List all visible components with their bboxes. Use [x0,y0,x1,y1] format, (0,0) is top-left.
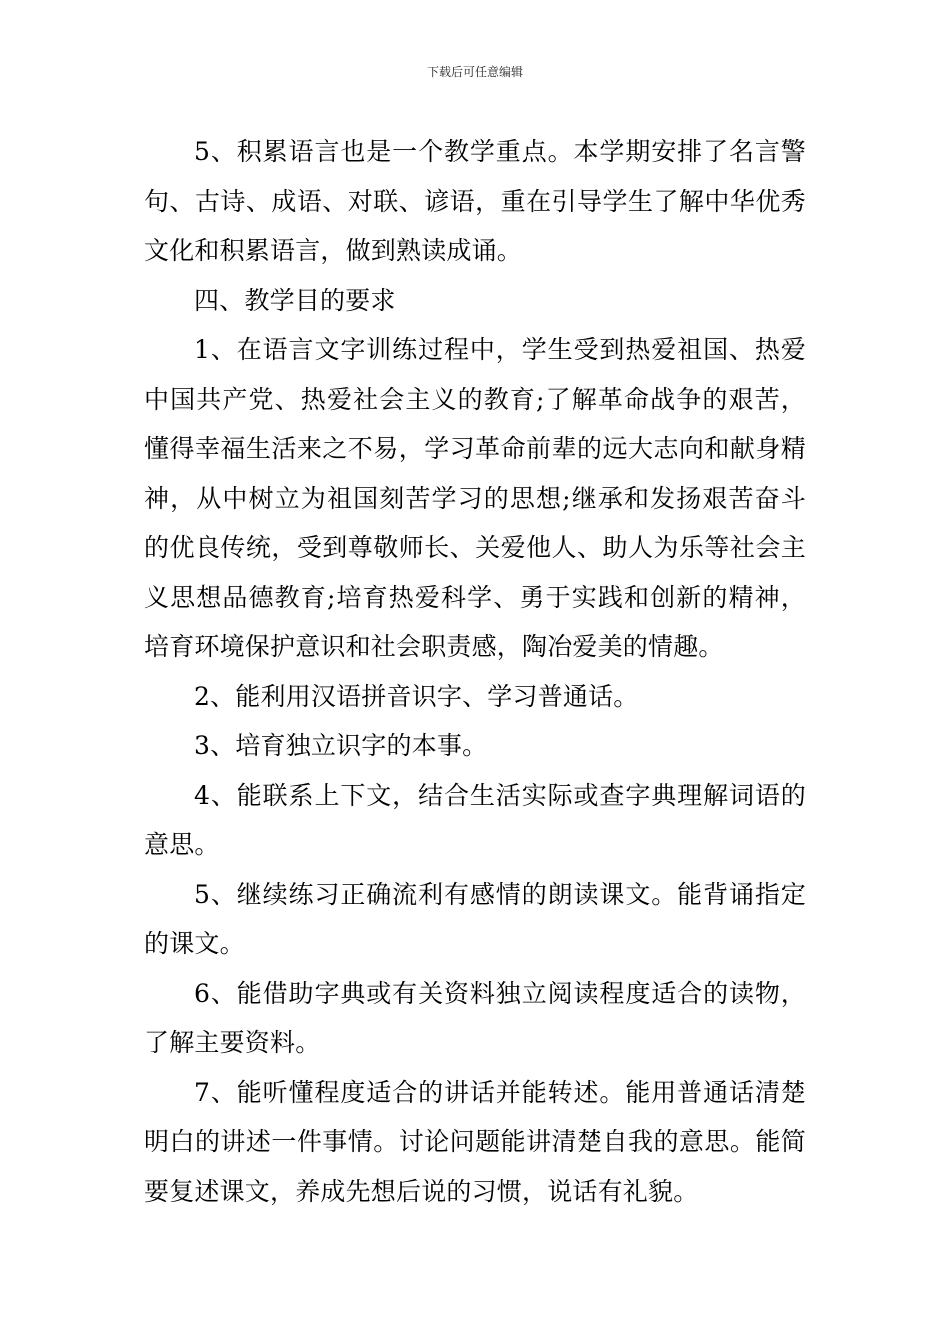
paragraph-item-5-accumulate-language: 5、积累语言也是一个教学重点。本学期安排了名言警句、古诗、成语、对联、谚语，重在引导学生了解中华优秀文化和积累语言，做到熟读成诵。 [144,137,806,265]
paragraph-goal-3: 3、培育独立识字的本事。 [194,731,488,760]
paragraph-goal-1: 1、在语言文字训练过程中，学生受到热爱祖国、热爱中国共产党、热爱社会主义的教育;了解革命战争的艰苦，懂得幸福生活来之不易，学习革命前辈的远大志向和献身精神，从中树立为祖国刻苦学习的思想;继承和发扬艰苦奋斗的优良传统，受到尊敬师长、关爱他人、助人为乐等社会主义思想品德教育;培育热爱科学、勇于实践和创新的精神，培育环境保护意识和社会职责感，陶冶爱美的情趣。 [144,335,806,661]
paragraph-goal-5: 5、继续练习正确流利有感情的朗读课文。能背诵指定的课文。 [144,879,806,958]
document-body [144,127,806,1216]
paragraph-goal-4: 4、能联系上下文，结合生活实际或查字典理解词语的意思。 [144,780,806,859]
page-header: 下载后可任意编辑 [426,65,523,79]
paragraph-goal-7: 7、能听懂程度适合的讲话并能转述。能用普通话清楚明白的讲述一件事情。讨论问题能讲清楚自我的意思。能简要复述课文，养成先想后说的习惯，说话有礼貌。 [144,1077,806,1206]
section-heading-teaching-goals: 四、教学目的要求 [194,285,396,315]
paragraph-goal-2: 2、能利用汉语拼音识字、学习普通话。 [194,681,639,711]
paragraph-goal-6: 6、能借助字典或有关资料独立阅读程度适合的读物，了解主要资料。 [144,978,806,1057]
